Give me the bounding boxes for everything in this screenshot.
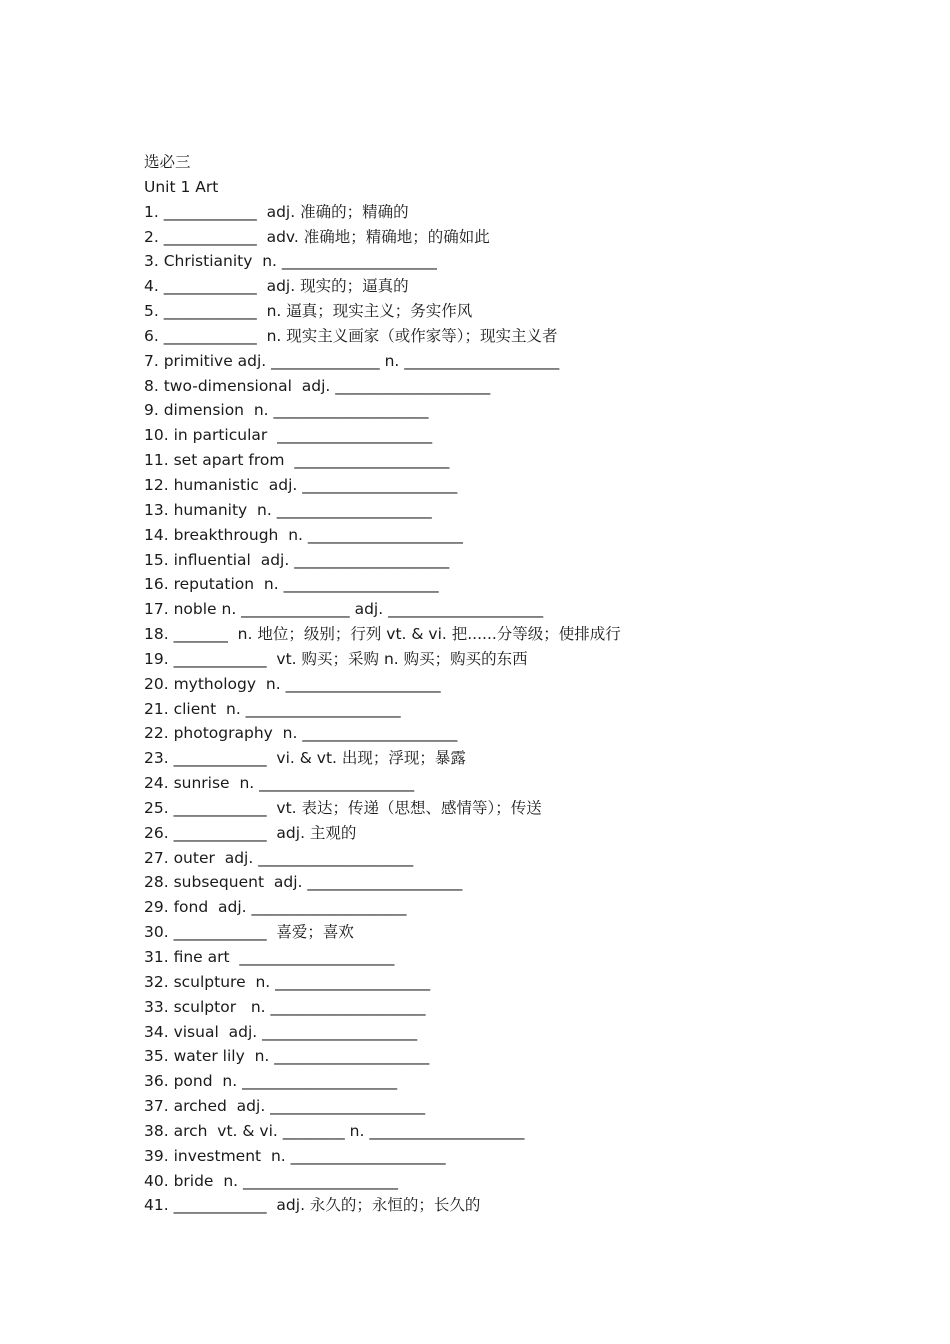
vocab-item: 15. influential adj. ____________________ bbox=[144, 550, 450, 569]
vocab-item: 40. bride n. ____________________ bbox=[144, 1171, 399, 1190]
vocab-item: 31. fine art ____________________ bbox=[144, 948, 395, 966]
vocab-item: 14. breakthrough n. ____________________ bbox=[144, 525, 463, 544]
vocab-item: 23. ____________ vi. & vt. 出现；浮现；暴露 bbox=[144, 749, 466, 768]
vocab-item: 19. ____________ vt. 购买；采购 n. 购买；购买的东西 bbox=[144, 649, 528, 668]
vocab-item: 26. ____________ adj. 主观的 bbox=[144, 823, 357, 842]
vocab-item: 35. water lily n. ____________________ bbox=[144, 1047, 430, 1066]
vocab-item: 41. ____________ adj. 永久的；永恒的；长久的 bbox=[144, 1196, 481, 1215]
vocab-item: 16. reputation n. ____________________ bbox=[144, 575, 439, 594]
vocab-item: 6. ____________ n. 现实主义画家（或作家等）；现实主义者 bbox=[144, 326, 558, 345]
vocab-item: 34. visual adj. ____________________ bbox=[144, 1022, 418, 1041]
vocab-item: 7. primitive adj. ______________ n. ____________________ bbox=[144, 351, 560, 370]
vocab-item: 36. pond n. ____________________ bbox=[144, 1072, 398, 1091]
vocab-item: 3. Christianity n. ____________________ bbox=[144, 252, 437, 271]
vocab-item: 37. arched adj. ____________________ bbox=[144, 1097, 426, 1116]
vocab-item: 28. subsequent adj. ____________________ bbox=[144, 873, 463, 892]
worksheet bbox=[144, 150, 844, 1218]
vocabulary-list bbox=[144, 200, 844, 1219]
vocab-item: 39. investment n. ____________________ bbox=[144, 1146, 446, 1165]
vocab-item: 30. ____________ 喜爱；喜欢 bbox=[144, 923, 354, 942]
vocab-item: 2. ____________ adv. 准确地；精确地；的确如此 bbox=[144, 227, 490, 246]
vocab-item: 18. _______ n. 地位；级别；行列 vt. & vi. 把......分等级；使排成行 bbox=[144, 625, 621, 644]
vocab-item: 8. two-dimensional adj. ____________________ bbox=[144, 376, 491, 395]
vocab-item: 1. ____________ adj. 准确的；精确的 bbox=[144, 202, 409, 221]
vocab-item: 9. dimension n. ____________________ bbox=[144, 401, 429, 420]
vocab-item: 27. outer adj. ____________________ bbox=[144, 848, 414, 867]
book-title: 选必三 bbox=[144, 153, 191, 171]
vocab-item: 21. client n. ____________________ bbox=[144, 699, 401, 718]
vocab-item: 13. humanity n. ____________________ bbox=[144, 500, 432, 519]
vocab-item: 33. sculptor n. ____________________ bbox=[144, 997, 426, 1016]
vocab-item: 22. photography n. ____________________ bbox=[144, 724, 458, 743]
vocab-item: 10. in particular ____________________ bbox=[144, 426, 433, 445]
vocab-item: 12. humanistic adj. ____________________ bbox=[144, 475, 458, 494]
vocab-item: 29. fond adj. ____________________ bbox=[144, 898, 407, 917]
vocab-item: 20. mythology n. ____________________ bbox=[144, 674, 441, 693]
vocab-item: 17. noble n. ______________ adj. ____________________ bbox=[144, 600, 544, 619]
unit-title: Unit 1 Art bbox=[144, 177, 219, 196]
vocab-item: 32. sculpture n. ____________________ bbox=[144, 972, 431, 991]
vocab-item: 38. arch vt. & vi. ________ n. ____________________ bbox=[144, 1121, 525, 1140]
vocab-item: 24. sunrise n. ____________________ bbox=[144, 774, 415, 793]
vocab-item: 4. ____________ adj. 现实的；逼真的 bbox=[144, 277, 409, 296]
vocab-item: 11. set apart from ____________________ bbox=[144, 451, 450, 470]
vocab-item: 5. ____________ n. 逼真；现实主义；务实作风 bbox=[144, 302, 473, 321]
vocab-item: 25. ____________ vt. 表达；传递（思想、感情等）；传送 bbox=[144, 798, 542, 817]
